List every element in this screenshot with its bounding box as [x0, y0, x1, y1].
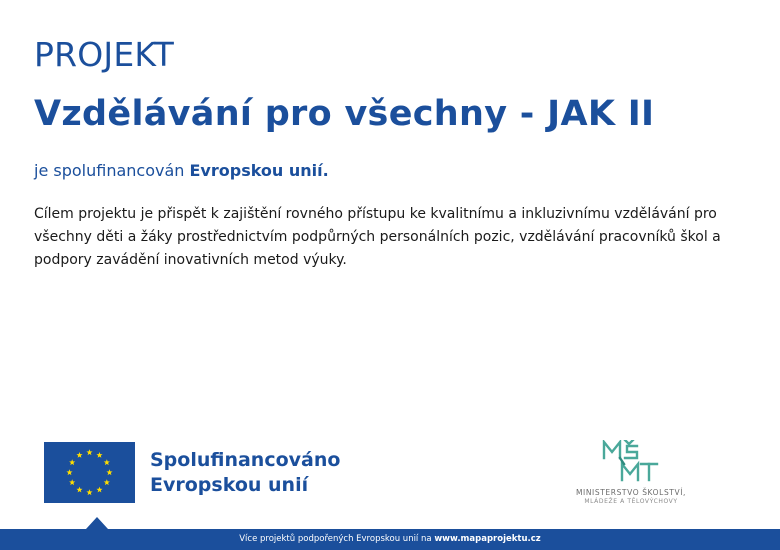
eu-star [106, 469, 112, 475]
project-kicker: PROJEKT [34, 35, 175, 74]
eu-label-line1: Spolufinancováno [150, 449, 341, 471]
eu-star [104, 459, 110, 465]
footer-notch [86, 517, 108, 529]
eu-label-line2: Evropskou unií [150, 474, 309, 496]
eu-star [69, 479, 75, 485]
eu-star [96, 452, 102, 458]
footer-prefix: Více projektů podpořených Evropskou unií na [239, 534, 435, 544]
eu-flag-icon [44, 442, 135, 503]
eu-star [69, 459, 75, 465]
cofinanced-emphasis: Evropskou unií. [189, 161, 329, 180]
cofinanced-line [34, 163, 329, 179]
msmt-line2: MLÁDEŽE A TĚLOVÝCHOVY [584, 498, 678, 505]
eu-star [76, 452, 82, 458]
eu-star [76, 487, 82, 493]
project-title: Vzdělávání pro všechny - JAK II [34, 94, 655, 134]
msmt-logo [565, 440, 705, 510]
eu-star [86, 489, 92, 495]
eu-star [86, 449, 92, 455]
footer-link[interactable]: www.mapaprojektu.cz [434, 534, 541, 544]
eu-star [96, 487, 102, 493]
eu-star [104, 479, 110, 485]
project-description: Cílem projektu je přispět k zajištění rovného přístupu ke kvalitnímu a inkluzivnímu vzdělávání pro všechny děti a žáky prostřednictvím podpůrných personálních pozic, vzdělávání pracovníků škol a podpory zavádění inovativních metod výuky. [34, 206, 721, 268]
msmt-line1: MINISTERSTVO ŠKOLSTVÍ, [575, 488, 687, 497]
eu-cofinanced-label [150, 448, 340, 498]
msmt-logo-icon [601, 440, 661, 482]
eu-star [66, 469, 72, 475]
footer-bar [0, 529, 780, 550]
cofinanced-prefix: je spolufinancován [34, 161, 190, 180]
